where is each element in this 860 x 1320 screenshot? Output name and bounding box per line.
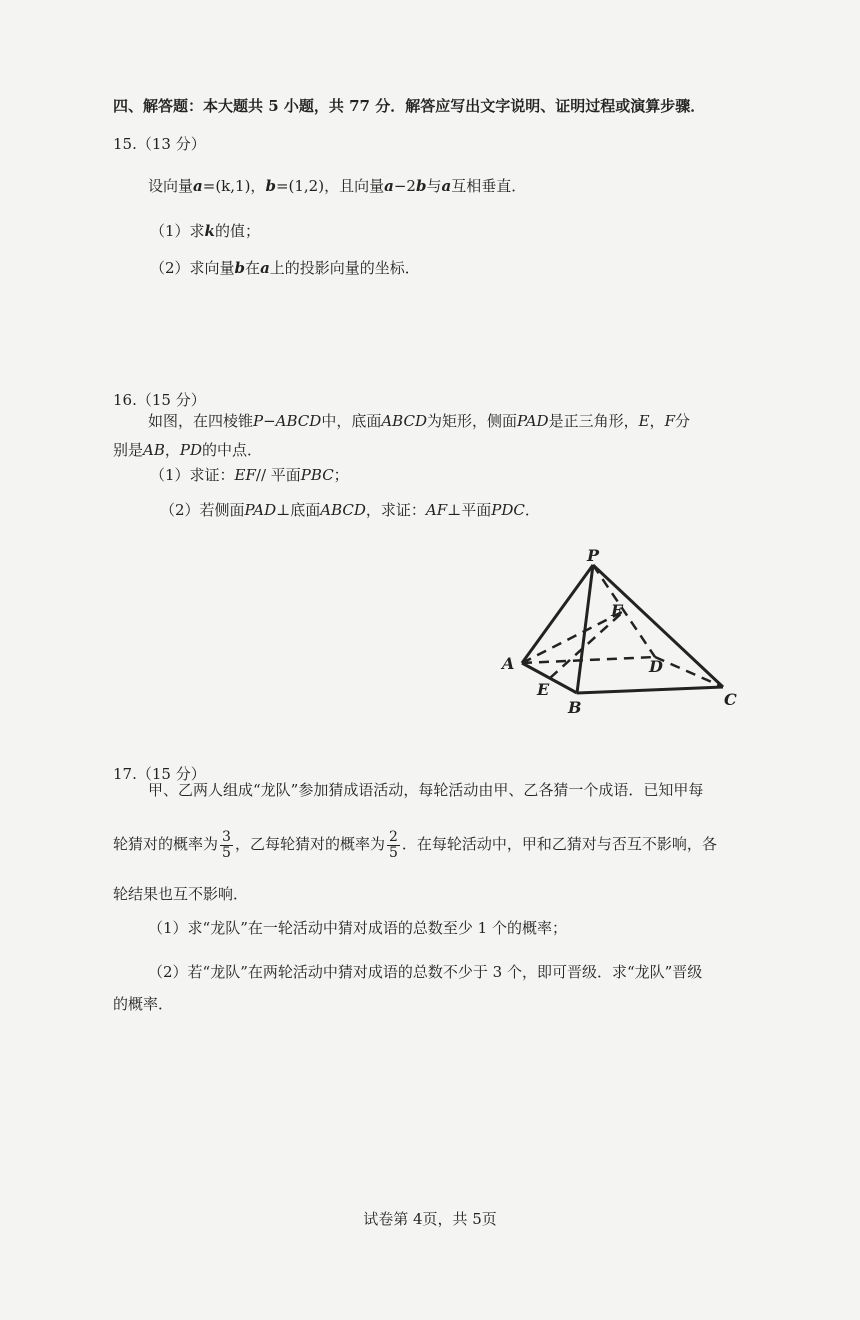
q16-line1-b: 中，底面 [321, 412, 382, 430]
q16-pyramid: P−ABCD [253, 412, 322, 430]
q15-header: 15.（13 分） [113, 135, 206, 153]
q16-point-e: E [638, 412, 650, 430]
label-p: P [587, 546, 600, 565]
label-f: F [611, 601, 623, 620]
pyramid-figure [490, 545, 750, 725]
q15-expr-b: b [415, 177, 427, 195]
frac2-numerator: 2 [388, 828, 398, 845]
q16-seg-pd: PD [179, 441, 203, 459]
edge-bc [577, 687, 723, 693]
q16-line1-d: 是正三角形， [548, 412, 639, 430]
fraction-three-fifths [220, 830, 233, 861]
frac2-denominator: 5 [388, 844, 398, 861]
q15-expr-minus: −2 [393, 177, 416, 195]
q16-line1-f: ， [649, 412, 665, 430]
q16-part2-perp: ⊥底面 [276, 501, 321, 519]
q15-vec-b-value: =(1,2)，且向量 [275, 177, 385, 195]
q16-part2-af: AF [425, 501, 448, 519]
q16-part1 [150, 465, 349, 485]
edge-dc [655, 657, 723, 687]
q16-part1-pbc: PBC [300, 466, 334, 484]
segment-af [522, 611, 624, 663]
q16-seg-ab: AB [143, 441, 165, 459]
q15-part1-suffix: 的值； [214, 222, 260, 240]
q17-line2 [113, 826, 717, 862]
q17-line3: 轮结果也互不影响． [113, 885, 249, 903]
q15-vec-a-value: =(k,1)， [202, 177, 266, 195]
frac1-denominator: 5 [222, 844, 231, 861]
q15-part1 [150, 221, 260, 241]
q15-part2 [150, 258, 420, 278]
q17-line2-c: ．在每轮活动中，甲和乙猜对与否互不影响，各 [401, 835, 717, 853]
q15-part2-prefix: （2）求向量 [150, 259, 235, 277]
q16-line1-h: 分 [674, 412, 690, 430]
q16-point-f: F [664, 412, 675, 430]
q15-part1-prefix: （1）求 [150, 222, 205, 240]
q16-part2-suffix: ． [524, 501, 540, 519]
q15-part2-b: b [234, 259, 246, 277]
q16-part1-mid: // 平面 [255, 466, 301, 484]
q16-part1-ef: EF [234, 466, 256, 484]
q15-part1-var: k [204, 222, 215, 240]
edge-ad [522, 657, 655, 663]
fraction-two-fifths [387, 830, 400, 861]
q17-line2-b: ，乙每轮猜对的概率为 [234, 835, 385, 853]
q15-stem-prefix: 设向量 [148, 177, 194, 195]
page-footer: 试卷第 4页，共 5页 [363, 1210, 497, 1228]
q16-face: PAD [517, 412, 549, 430]
frac1-numerator: 3 [222, 828, 231, 845]
q16-line2-b: ， [164, 441, 180, 459]
q16-line2-c: 的中点． [202, 441, 263, 459]
q15-part2-mid: 在 [245, 259, 261, 277]
q15-expr-a: a [384, 177, 394, 195]
q15-expr-a2: a [441, 177, 452, 195]
q16-base: ABCD [381, 412, 427, 430]
q15-part2-suffix: 上的投影向量的坐标． [269, 259, 420, 277]
q16-line2-a: 别是 [113, 441, 144, 459]
q16-line1-a: 如图，在四棱锥 [148, 412, 254, 430]
q16-part2-pad: PAD [244, 501, 277, 519]
q16-part2 [160, 500, 540, 520]
q17-line2-a: 轮猜对的概率为 [113, 835, 219, 853]
q16-line1 [148, 411, 690, 431]
q15-stem-mid: 与 [426, 177, 442, 195]
q17-part2-cont: 的概率． [113, 995, 174, 1013]
edge-ab [522, 663, 577, 693]
q15-stem [148, 176, 526, 196]
label-b: B [568, 698, 582, 717]
q16-part1-suffix: ； [333, 466, 349, 484]
q17-part1: （1）求“龙队”在一轮活动中猜对成语的总数至少 1 个的概率； [148, 919, 567, 937]
label-e: E [537, 680, 550, 699]
q15-vec-b: b [265, 177, 276, 195]
label-c: C [724, 690, 737, 709]
q16-part2-perp2: ⊥平面 [447, 501, 492, 519]
q15-part2-a: a [260, 259, 270, 277]
q16-part2-pdc: PDC [491, 501, 525, 519]
q16-part1-prefix: （1）求证： [150, 466, 235, 484]
q16-header: 16.（15 分） [113, 391, 206, 409]
section-title: 四、解答题：本大题共 5 小题，共 77 分．解答应写出文字说明、证明过程或演算步骤． [113, 97, 706, 115]
q15-vec-a: a [193, 177, 203, 195]
q16-line1-c: 为矩形，侧面 [426, 412, 517, 430]
q16-line2 [113, 440, 262, 460]
q15-stem-suffix: 互相垂直． [451, 177, 527, 195]
q16-part2-abcd: ABCD [320, 501, 366, 519]
q16-part2-mid: ，求证： [365, 501, 426, 519]
q17-line1: 甲、乙两人组成“龙队”参加猜成语活动，每轮活动由甲、乙各猜一个成语．已知甲每 [148, 781, 704, 799]
q16-part2-prefix: （2）若侧面 [160, 501, 245, 519]
q17-header: 17.（15 分） [113, 765, 206, 783]
label-a: A [502, 654, 515, 673]
label-d: D [649, 657, 663, 676]
q17-part2: （2）若“龙队”在两轮活动中猜对成语的总数不少于 3 个，即可晋级．求“龙队”晋级 [148, 963, 703, 981]
